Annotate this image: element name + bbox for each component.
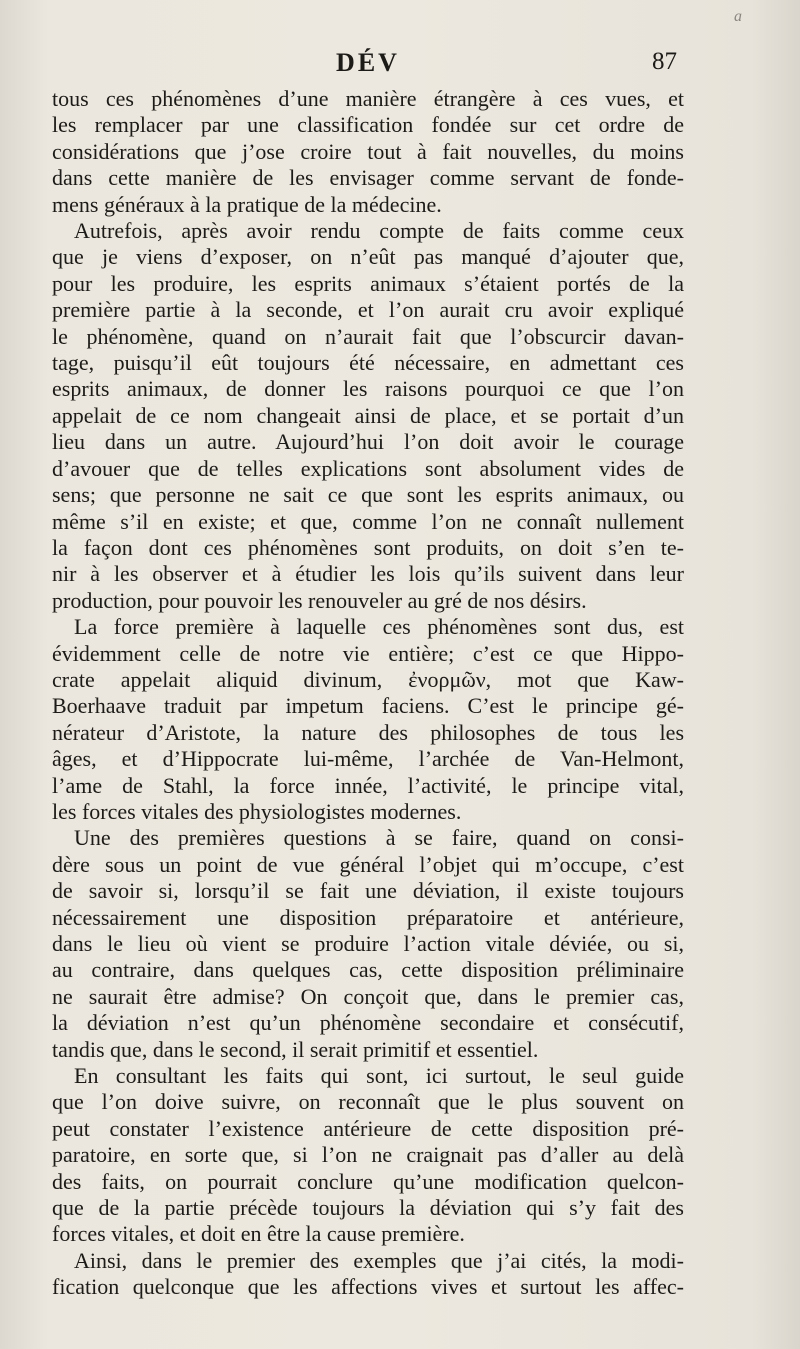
text-line: de savoir si, lorsqu’il se fait une déviation, il existe toujours	[52, 878, 684, 904]
text-line: la façon dont ces phénomènes sont produits, on doit s’en te-	[52, 534, 684, 560]
text-line: tage, puisqu’il eût toujours été nécessaire, en admettant ces	[52, 350, 684, 376]
page-number: 87	[652, 48, 677, 75]
text-line: peut constater l’existence antérieure de cette disposition pré-	[52, 1115, 684, 1141]
text-line: Ainsi, dans le premier des exemples que j’ai cités, la modi-	[74, 1247, 684, 1273]
text-line: Boerhaave traduit par impetum faciens. C’est le principe gé-	[52, 693, 684, 719]
text-line: le phénomène, quand on n’aurait fait que l’obscurcir davan-	[52, 323, 684, 349]
text-line: que de la partie précède toujours la déviation qui s’y fait des	[52, 1195, 684, 1221]
text-line: mens généraux à la pratique de la médecine.	[52, 191, 442, 217]
text-line: crate appelait aliquid divinum, ἐνορμῶν, mot que Kaw-	[52, 666, 684, 692]
text-line: production, pour pouvoir les renouveler au gré de nos désirs.	[52, 587, 587, 613]
text-line: paratoire, en sorte que, si l’on ne craignait pas d’aller au delà	[52, 1142, 684, 1168]
text-line: lieu dans un autre. Aujourd’hui l’on doit avoir le courage	[52, 429, 684, 455]
text-line: âges, et d’Hippocrate lui-même, l’archée de Van-Helmont,	[52, 746, 684, 772]
text-line: même s’il en existe; et que, comme l’on ne connaît nullement	[52, 508, 684, 534]
pencil-mark: a	[734, 8, 742, 25]
text-line: ne saurait être admise? On conçoit que, dans le premier cas,	[52, 983, 684, 1009]
text-line: d’avouer que de telles explications sont absolument vides de	[52, 455, 684, 481]
text-line: que l’on doive suivre, on reconnaît que le plus souvent on	[52, 1089, 684, 1115]
text-line: évidemment celle de notre vie entière; c’est ce que Hippo-	[52, 640, 684, 666]
text-line: sens; que personne ne sait ce que sont les esprits animaux, ou	[52, 482, 684, 508]
text-line: Autrefois, après avoir rendu compte de faits comme ceux	[74, 218, 684, 244]
text-line: nérateur d’Aristote, la nature des philosophes de tous les	[52, 719, 684, 745]
text-line: nécessairement une disposition préparatoire et antérieure,	[52, 904, 684, 930]
text-line: nir à les observer et à étudier les lois qu’ils suivent dans leur	[52, 561, 684, 587]
text-line: esprits animaux, de donner les raisons pourquoi ce que l’on	[52, 376, 684, 402]
running-head	[0, 48, 800, 82]
text-line: En consultant les faits qui sont, ici surtout, le seul guide	[74, 1063, 684, 1089]
text-line: la déviation n’est qu’un phénomène secondaire et consécutif,	[52, 1010, 684, 1036]
text-line: première partie à la seconde, et l’on aurait cru avoir expliqué	[52, 297, 684, 323]
text-line: La force première à laquelle ces phénomènes sont dus, est	[74, 614, 684, 640]
page-title: DÉV	[336, 48, 400, 77]
text-line: pour les produire, les esprits animaux s’étaient portés de la	[52, 270, 684, 296]
text-line: tandis que, dans le second, il serait primitif et essentiel.	[52, 1036, 539, 1062]
text-line: dère sous un point de vue général l’objet qui m’occupe, c’est	[52, 851, 684, 877]
text-line: considérations que j’ose croire tout à fait nouvelles, du moins	[52, 138, 684, 164]
text-line: fication quelconque que les affections vives et surtout les affec-	[52, 1274, 684, 1300]
text-line: au contraire, dans quelques cas, cette disposition préliminaire	[52, 957, 684, 983]
text-line: l’ame de Stahl, la force innée, l’activité, le principe vital,	[52, 772, 684, 798]
text-line: dans cette manière de les envisager comme servant de fonde-	[52, 165, 684, 191]
text-line: Une des premières questions à se faire, quand on consi-	[74, 825, 684, 851]
text-line: les forces vitales des physiologistes modernes.	[52, 798, 462, 824]
text-line: appelait de ce nom changeait ainsi de place, et se portait d’un	[52, 402, 684, 428]
text-line: des faits, on pourrait conclure qu’une modification quelcon-	[52, 1168, 684, 1194]
text-line: que je viens d’exposer, on n’eût pas manqué d’ajouter que,	[52, 244, 684, 270]
text-line: tous ces phénomènes d’une manière étrangère à ces vues, et	[52, 86, 684, 111]
text-line: forces vitales, et doit en être la cause première.	[52, 1221, 465, 1247]
body-text	[52, 86, 684, 1301]
text-line: les remplacer par une classification fondée sur cet ordre de	[52, 112, 684, 138]
text-line: dans le lieu où vient se produire l’action vitale déviée, ou si,	[52, 931, 684, 956]
